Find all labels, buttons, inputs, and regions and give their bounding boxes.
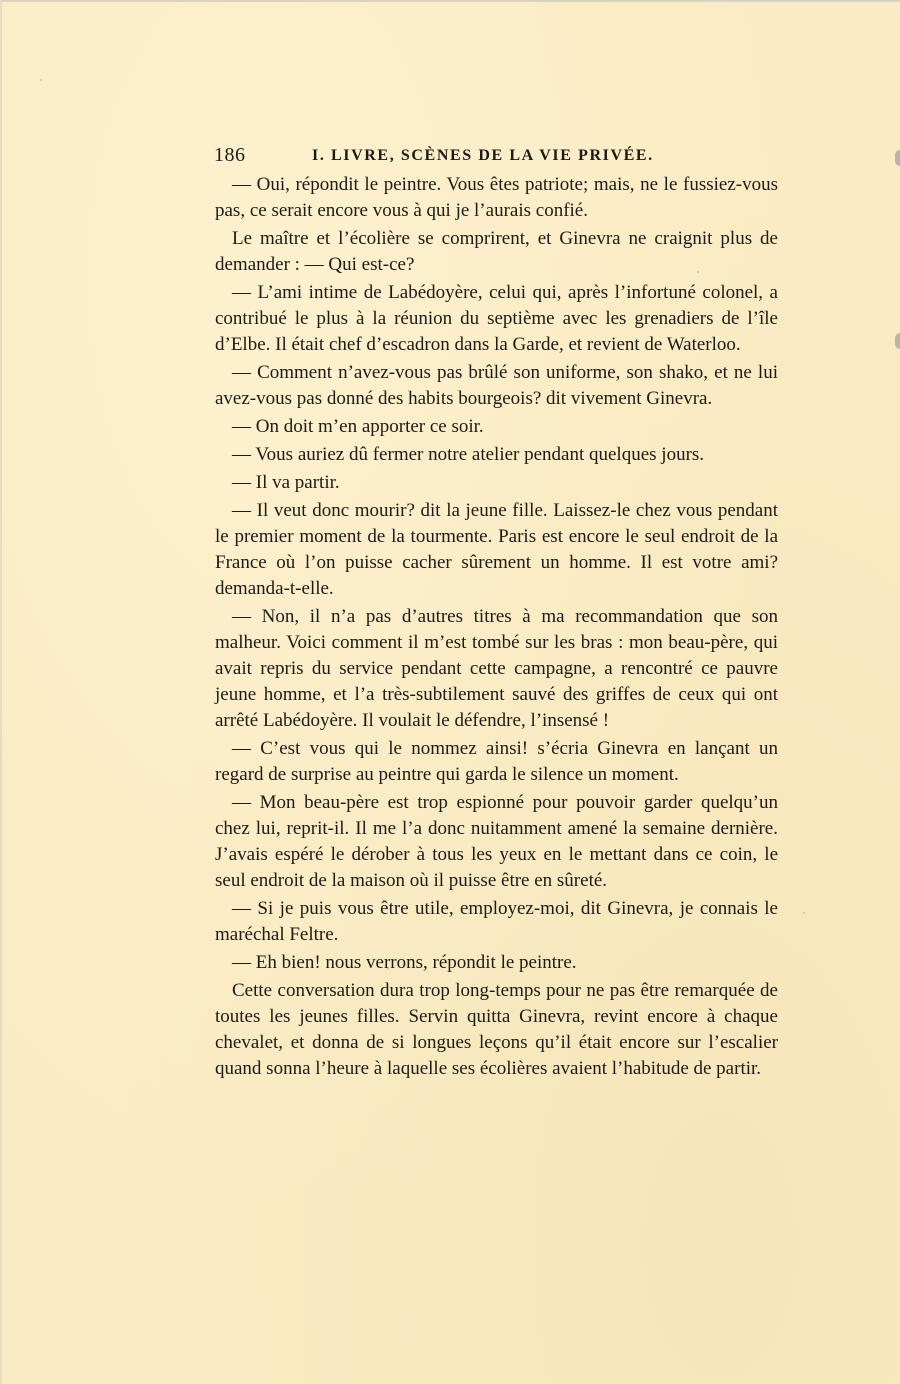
paper-fleck — [803, 912, 805, 914]
paragraph: — Oui, répondit le peintre. Vous êtes patriote; mais, ne le fussiez-vous pas, ce serait encore vous à qui je l’aurais confié. — [215, 174, 778, 221]
paragraph: — L’ami intime de Labédoyère, celui qui, après l’infortuné colonel, a contribué le plus à la réunion du septième avec les grenadiers de l’île d’Elbe. Il était chef d’escadron dans la Garde, et revient de Waterloo. — [215, 282, 778, 355]
paragraph: — Il va partir. — [232, 472, 340, 493]
paragraph: Le maître et l’écolière se comprirent, et Ginevra ne craignit plus de demander : — Qui est-ce? — [215, 228, 778, 275]
paper-fleck — [40, 79, 42, 81]
paragraph: — Non, il n’a pas d’autres titres à ma recommandation que son malheur. Voici comment il m’est tombé sur les bras : mon beau-père, qui avait repris du service pendant cette campagne, a rencontré ce pauvre jeune homme, et l’a très-subtilement sauvé des griffes de ceux qui ont arrêté Labédoyère. Il voulait le défendre, l’insensé ! — [215, 606, 778, 731]
paragraph: — Il veut donc mourir? dit la jeune fille. Laissez-le chez vous pendant le premier moment de la tourmente. Paris est encore le seul endroit de la France où l’on puisse cacher sûrement un homme. Il est votre ami? demanda-t-elle. — [215, 500, 778, 599]
paragraph: — Eh bien! nous verrons, répondit le peintre. — [232, 952, 577, 973]
page-edge-notch — [895, 333, 900, 349]
running-head-title: I. LIVRE, SCÈNES DE LA VIE PRIVÉE. — [312, 147, 654, 164]
page-number: 186 — [214, 144, 246, 166]
paragraph: Cette conversation dura trop long-temps pour ne pas être remarquée de toutes les jeunes filles. Servin quitta Ginevra, revint encore à chaque chevalet, et donna de si longues leçons qu’il était encore sur l’escalier quand sonna l’heure à laquelle ses écolières avaient l’habitude de partir. — [215, 980, 778, 1079]
paragraph: — Mon beau-père est trop espionné pour pouvoir garder quelqu’un chez lui, reprit-il. Il me l’a donc nuitamment amené la semaine dernière. J’avais espéré le dérober à tous les yeux en le mettant dans ce coin, le seul endroit de la maison où il puisse être en sûreté. — [215, 792, 778, 891]
paragraph: — Si je puis vous être utile, employez-moi, dit Ginevra, je connais le maréchal Feltre. — [215, 898, 778, 945]
paragraph: — On doit m’en apporter ce soir. — [232, 416, 484, 437]
paragraph: — C’est vous qui le nommez ainsi! s’écria Ginevra en lançant un regard de surprise au peintre qui garda le silence un moment. — [215, 738, 778, 785]
running-head — [214, 142, 666, 168]
body-text — [215, 172, 778, 1082]
paragraph: — Comment n’avez-vous pas brûlé son uniforme, son shako, et ne lui avez-vous pas donné des habits bourgeois? dit vivement Ginevra. — [215, 362, 778, 409]
page-edge-notch — [895, 150, 900, 166]
paragraph: — Vous auriez dû fermer notre atelier pendant quelques jours. — [232, 444, 705, 465]
